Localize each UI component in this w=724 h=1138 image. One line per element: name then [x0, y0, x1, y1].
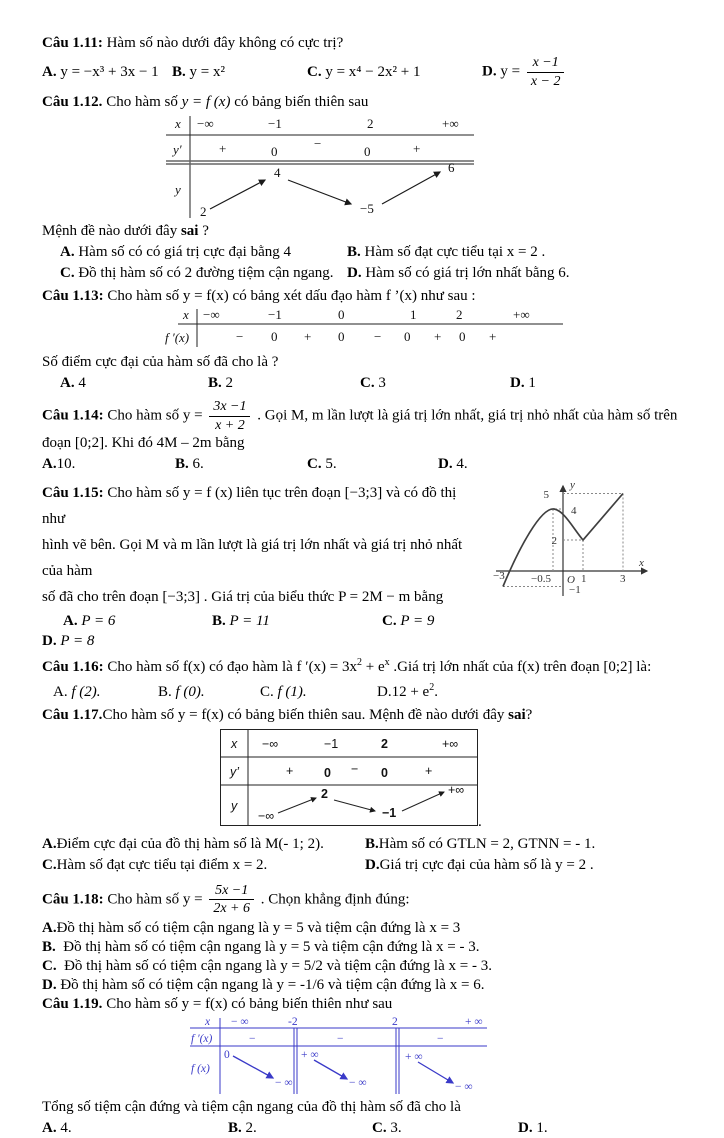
fraction-numerator: x −1 — [527, 55, 565, 73]
option-label: A. — [42, 920, 57, 937]
option-text: Hàm số có có giá trị cực đại bằng 4 — [78, 244, 291, 261]
q13-number: Câu 1.13: — [42, 288, 104, 305]
option-text: 5. — [325, 455, 337, 472]
q14-option-c — [307, 455, 438, 474]
option-label: D. — [42, 977, 57, 994]
q19-option-c — [372, 1119, 518, 1138]
option-label: C. — [360, 375, 375, 392]
option-label: D. — [438, 455, 453, 472]
option-label: B. — [365, 835, 379, 852]
q17-option-b — [365, 835, 696, 854]
t19-f-label: f (x) — [191, 1063, 210, 1076]
option-text: 4. — [60, 1120, 72, 1137]
t13-sign: − — [236, 329, 244, 345]
q12-option-c — [60, 264, 347, 283]
q16-number: Câu 1.16: — [42, 658, 104, 675]
g15-x-axis-label: x — [639, 556, 644, 569]
q11-options — [42, 55, 696, 89]
option-text: Điểm cực đại của đồ thị hàm số là M(- 1; 2). — [56, 835, 324, 852]
t12-y-min: −5 — [360, 201, 374, 217]
option-text: 1. — [536, 1120, 548, 1137]
q14-heading-line — [42, 399, 696, 433]
q18-text-post: . Chọn khẳng định đúng: — [260, 891, 410, 908]
q16-sup-x: x — [384, 656, 390, 668]
option-label: D. — [510, 375, 525, 392]
option-text: 10. — [56, 455, 76, 472]
option-text: f (0). — [175, 683, 205, 700]
option-label: C. — [260, 683, 274, 700]
option-label: D. — [377, 683, 392, 700]
fraction-denominator: x + 2 — [215, 418, 245, 434]
option-text: 3 — [378, 375, 386, 392]
q12-question-post: có bảng biến thiên sau — [234, 94, 369, 111]
t13-x-value: −1 — [268, 307, 282, 323]
q14-options — [42, 455, 696, 474]
q14-number: Câu 1.14: — [42, 407, 104, 424]
g15-y-tick: −1 — [569, 583, 581, 596]
q12-variation-table — [164, 114, 476, 218]
option-label: B. — [347, 244, 361, 261]
t13-f-label: f ′(x) — [165, 330, 190, 346]
option-label: D. — [518, 1120, 533, 1137]
option-text: Hàm số có GTLN = 2, GTNN = - 1. — [378, 835, 596, 852]
t12-x-value: −1 — [268, 116, 282, 132]
t12-y-start: 2 — [200, 204, 207, 219]
t12-sign: 0 — [271, 144, 278, 160]
t17-x-value: 2 — [381, 736, 388, 751]
option-label: A. — [42, 1120, 57, 1137]
option-text: 2 — [225, 375, 234, 392]
q16-option-a — [53, 683, 158, 702]
t19-f-value: + ∞ — [405, 1051, 423, 1064]
q13-option-b — [208, 374, 360, 393]
t13-x-value: 1 — [410, 307, 417, 323]
t12-x-label: x — [175, 116, 181, 132]
option-text: y = x² — [189, 63, 225, 80]
t19-x-label: x — [205, 1016, 211, 1029]
option-text: Đồ thị hàm số có tiệm cận ngang là y = 5/2 và tiệm cận đứng là x = - 3. — [64, 958, 492, 975]
t17-sign: 0 — [381, 765, 388, 780]
t19-f-value: − ∞ — [455, 1081, 473, 1094]
fraction — [209, 399, 250, 433]
t13-sign: + — [304, 329, 312, 345]
t13-sign: 0 — [459, 329, 466, 345]
t19-f-value: 0 — [224, 1049, 230, 1062]
q13-heading-line — [42, 287, 696, 306]
t12-y-end: 6 — [448, 160, 455, 176]
q11-question: Hàm số nào dưới đây không có cực trị? — [106, 35, 344, 51]
q13-option-c — [360, 374, 510, 393]
q11-heading-line — [42, 34, 696, 53]
t17-y-value: −1 — [382, 805, 397, 820]
q12-option-b — [347, 243, 696, 262]
q15-option-d — [42, 632, 696, 651]
q18-option-d — [42, 976, 696, 995]
option-label: C. — [42, 958, 57, 975]
t17-sign: + — [425, 763, 433, 778]
option-text: Hàm số đạt cực tiểu tại điểm x = 2. — [56, 856, 268, 873]
q17-after-table: . — [478, 813, 482, 830]
q15-option-b — [212, 612, 382, 631]
g15-x-tick: −3 — [493, 569, 505, 582]
option-label: A. — [60, 244, 75, 261]
t13-x-value: +∞ — [513, 307, 530, 323]
q13-option-d — [510, 374, 696, 393]
g15-y-tick: 2 — [551, 534, 557, 547]
q17-table-wrap — [220, 729, 696, 831]
option-label: A. — [53, 683, 68, 700]
t13-x-value: 2 — [456, 307, 463, 323]
fraction — [209, 883, 254, 917]
option-text: Hàm số có giá trị lớn nhất bằng 6. — [365, 265, 570, 282]
option-text: 6. — [192, 455, 204, 472]
t13-sign: − — [374, 329, 382, 345]
t17-x-label: x — [231, 736, 238, 751]
option-text: Giá trị cực đại của hàm số là y = 2 . — [379, 856, 594, 873]
q16-options — [42, 683, 696, 702]
q19-option-d — [518, 1119, 696, 1138]
option-text: P = 9 — [400, 612, 435, 629]
q16-option-d — [377, 683, 696, 702]
option-label: D. — [42, 632, 57, 649]
fraction — [527, 55, 565, 89]
t12-y-max: 4 — [274, 165, 281, 181]
option-text: 2. — [245, 1120, 257, 1137]
q18-option-b — [42, 938, 696, 957]
q12-prompt — [42, 222, 696, 241]
q12-prompt-sai: sai — [180, 223, 199, 240]
option-label: C. — [60, 265, 75, 282]
q14-option-d — [438, 455, 696, 474]
q17-variation-table — [220, 729, 478, 826]
option-label: D. — [347, 265, 362, 282]
g15-y-axis-label: y — [570, 478, 575, 491]
q17-text-post: ? — [525, 706, 533, 723]
t19-x-value: -2 — [288, 1016, 298, 1029]
q16-optd-end: . — [434, 683, 438, 700]
t19-f-value: + ∞ — [301, 1049, 319, 1062]
q18-option-c — [42, 957, 696, 976]
g15-x-tick: −0.5 — [531, 572, 551, 585]
q11-option-a — [42, 63, 172, 82]
t12-x-value: −∞ — [197, 116, 214, 132]
q14-option-b — [175, 455, 307, 474]
t12-sign: − — [314, 136, 322, 152]
q17-sai: sai — [508, 706, 526, 723]
q19-variation-table — [187, 1016, 497, 1094]
q12-options-row2 — [42, 264, 696, 283]
t13-sign: 0 — [271, 329, 278, 345]
q17-heading-line — [42, 706, 696, 725]
fraction-numerator: 3x −1 — [209, 399, 250, 417]
t17-sign: 0 — [324, 765, 331, 780]
option-text: f (2). — [71, 683, 101, 700]
t19-x-value: − ∞ — [231, 1016, 249, 1029]
q18-text-pre: Cho hàm số y = — [107, 891, 203, 908]
option-text: y = x⁴ − 2x² + 1 — [325, 63, 421, 80]
q12-question-pre: Cho hàm số — [106, 94, 182, 111]
q16-heading-line — [42, 658, 696, 677]
q19-heading-line — [42, 995, 696, 1014]
q15-line3: số đã cho trên đoạn [−3;3] . Giá trị của biểu thức P = 2M − m bằng — [42, 588, 444, 605]
t17-sign: + — [286, 763, 294, 778]
q11-option-b — [172, 63, 307, 82]
q16-optd-sup: 2 — [429, 681, 435, 693]
g15-x-tick: 1 — [581, 572, 587, 585]
option-label: A. — [42, 835, 57, 852]
t13-x-value: 0 — [338, 307, 345, 323]
q15-line2: hình vẽ bên. Gọi M và m lần lượt là giá trị lớn nhất và giá trị nhỏ nhất của hàm — [42, 536, 463, 579]
fraction-denominator: x − 2 — [530, 73, 561, 89]
q11-number: Câu 1.11: — [42, 35, 103, 51]
q16-text-pre: Cho hàm số f(x) có đạo hàm là f ′(x) = 3x — [107, 658, 358, 675]
t17-x-value: +∞ — [442, 736, 459, 751]
q18-option-a — [42, 919, 696, 938]
option-label: A. — [60, 375, 75, 392]
q15-option-c — [382, 612, 533, 631]
q12-option-a — [60, 243, 347, 262]
q12-options-row1 — [42, 243, 696, 262]
option-label: A. — [42, 455, 57, 472]
option-label: B. — [42, 939, 56, 956]
option-label: D. — [482, 63, 497, 80]
option-label: B. — [212, 612, 226, 629]
t19-sign: − — [249, 1033, 256, 1046]
g15-origin: O — [567, 573, 575, 586]
t13-x-value: −∞ — [203, 307, 220, 323]
option-label: B. — [228, 1120, 242, 1137]
q13-prompt: Số điểm cực đại của hàm số đã cho là ? — [42, 354, 279, 371]
q15-option-a — [63, 612, 212, 631]
q17-options-row2 — [42, 856, 696, 875]
q12-prompt-pre: Mệnh đề nào dưới đây — [42, 223, 181, 240]
option-label: A. — [63, 612, 78, 629]
option-label: C. — [382, 612, 397, 629]
q12-number: Câu 1.12. — [42, 94, 103, 111]
q16-option-c — [260, 683, 377, 702]
option-label: C. — [372, 1120, 387, 1137]
option-text: y = — [500, 63, 521, 80]
q14-option-a — [42, 455, 175, 474]
t12-x-value: 2 — [367, 116, 374, 132]
q17-number: Câu 1.17. — [42, 706, 103, 723]
q19-number: Câu 1.19. — [42, 996, 103, 1013]
q17-option-d — [365, 856, 696, 875]
t19-x-value: 2 — [392, 1016, 398, 1029]
q13-question: Cho hàm số y = f(x) có bảng xét dấu đạo hàm f ’(x) như sau : — [107, 288, 476, 305]
t13-sign: + — [434, 329, 442, 345]
q19-prompt: Tổng số tiệm cận đứng và tiệm cận ngang của đồ thị hàm số đã cho là — [42, 1099, 461, 1116]
q15-text1: Cho hàm số y = f (x) liên tục trên đoạn [−3;3] và có đồ thị như — [42, 484, 457, 527]
q15-number: Câu 1.15: — [42, 484, 104, 501]
q14-question-line2: đoạn [0;2]. Khi đó 4M – 2m bằng — [42, 434, 245, 451]
q15-block — [42, 480, 696, 651]
q14-question-post: . Gọi M, m lần lượt là giá trị lớn nhất, giá trị nhỏ nhất của hàm số trên — [257, 407, 678, 424]
t12-y-label: y — [175, 182, 181, 198]
option-text: 3. — [390, 1120, 402, 1137]
t17-y-value: 2 — [321, 786, 328, 801]
option-text: Đồ thị hàm số có tiệm cận ngang là y = 5 và tiệm cận đứng là x = 3 — [56, 920, 461, 937]
q13-option-a — [60, 374, 208, 393]
q16-option-b — [158, 683, 260, 702]
option-label: B. — [175, 455, 189, 472]
t19-f-value: − ∞ — [275, 1077, 293, 1090]
option-text: P = 6 — [81, 612, 116, 629]
t19-sign: − — [437, 1033, 444, 1046]
t12-yprime-label: y′ — [173, 142, 182, 158]
q13-sign-table — [165, 307, 567, 349]
q17-option-c — [42, 856, 365, 875]
q17-option-a — [42, 835, 365, 854]
option-text: 1 — [528, 375, 536, 392]
t12-sign: 0 — [364, 144, 371, 160]
t13-sign: + — [489, 329, 497, 345]
option-text: f (1). — [277, 683, 307, 700]
q16-sup-2: 2 — [357, 656, 363, 668]
t17-sign: − — [351, 761, 359, 776]
option-text: 4 — [78, 375, 86, 392]
option-text: P = 11 — [229, 612, 270, 629]
q19-option-b — [228, 1119, 372, 1138]
option-label: C. — [42, 856, 57, 873]
t19-x-value: + ∞ — [465, 1016, 483, 1029]
q19-options — [42, 1119, 696, 1138]
option-label: C. — [307, 455, 322, 472]
t17-x-value: −∞ — [262, 736, 279, 751]
q16-text-mid: + e — [362, 658, 385, 675]
q17-text-pre: Cho hàm số y = f(x) có bảng biến thiên sau. Mệnh đề nào dưới đây — [102, 706, 509, 723]
t13-x-label: x — [183, 307, 189, 323]
t17-y-value: +∞ — [448, 782, 465, 797]
q19-option-a — [42, 1119, 228, 1138]
g15-x-tick: 3 — [620, 572, 626, 585]
option-text: 4. — [456, 455, 468, 472]
option-label: D. — [365, 856, 380, 873]
q16-text-post: .Giá trị lớn nhất của f(x) trên đoạn [0;2] là: — [389, 658, 652, 675]
g15-y-tick: 5 — [543, 488, 549, 501]
fraction-numerator: 5x −1 — [209, 883, 254, 901]
q18-heading-line — [42, 883, 696, 917]
option-label: B. — [158, 683, 172, 700]
q15-options — [42, 612, 533, 631]
option-text: P = 8 — [60, 632, 95, 649]
option-label: A. — [42, 63, 57, 80]
q13-options — [42, 374, 696, 393]
q15-function-graph — [491, 476, 696, 600]
g15-y-tick: 4 — [571, 504, 577, 517]
t19-f-value: − ∞ — [349, 1077, 367, 1090]
option-text: Đồ thị hàm số có tiệm cận ngang là y = -1/6 và tiệm cận đứng là x = 6. — [60, 977, 485, 994]
t12-sign: + — [413, 141, 421, 157]
q18-number: Câu 1.18: — [42, 891, 104, 908]
option-text: Hàm số đạt cực tiểu tại x = 2 . — [364, 244, 546, 261]
t17-x-value: −1 — [324, 736, 339, 751]
option-text: Đồ thị hàm số có tiệm cận ngang là y = 5 và tiệm cận đứng là x = - 3. — [63, 939, 480, 956]
q12-question-math: y = f (x) — [181, 94, 231, 111]
q17-options-row1 — [42, 835, 696, 854]
t19-sign: − — [337, 1033, 344, 1046]
option-label: C. — [307, 63, 322, 80]
t19-fprime-label: f ′(x) — [191, 1033, 213, 1046]
option-text: Đồ thị hàm số có 2 đường tiệm cận ngang. — [78, 265, 334, 282]
t12-x-value: +∞ — [442, 116, 459, 132]
q19-question: Cho hàm số y = f(x) có bảng biến thiên như sau — [106, 996, 393, 1013]
q12-option-d — [347, 264, 696, 283]
t13-sign: 0 — [338, 329, 345, 345]
t17-y-value: −∞ — [258, 808, 275, 823]
q11-option-d — [482, 55, 696, 89]
q14-question-pre: Cho hàm số y = — [107, 407, 203, 424]
t13-sign: 0 — [404, 329, 411, 345]
q12-heading-line — [42, 93, 696, 112]
option-label: B. — [172, 63, 186, 80]
t12-sign: + — [219, 141, 227, 157]
q11-option-c — [307, 63, 482, 82]
option-text: y = −x³ + 3x − 1 — [60, 63, 159, 80]
q12-prompt-post: ? — [198, 223, 209, 240]
option-text: 12 + e — [391, 683, 430, 700]
fraction-denominator: 2x + 6 — [213, 901, 250, 917]
t17-yprime-label: y’ — [230, 764, 240, 779]
t17-y-label: y — [231, 798, 238, 813]
option-label: B. — [208, 375, 222, 392]
